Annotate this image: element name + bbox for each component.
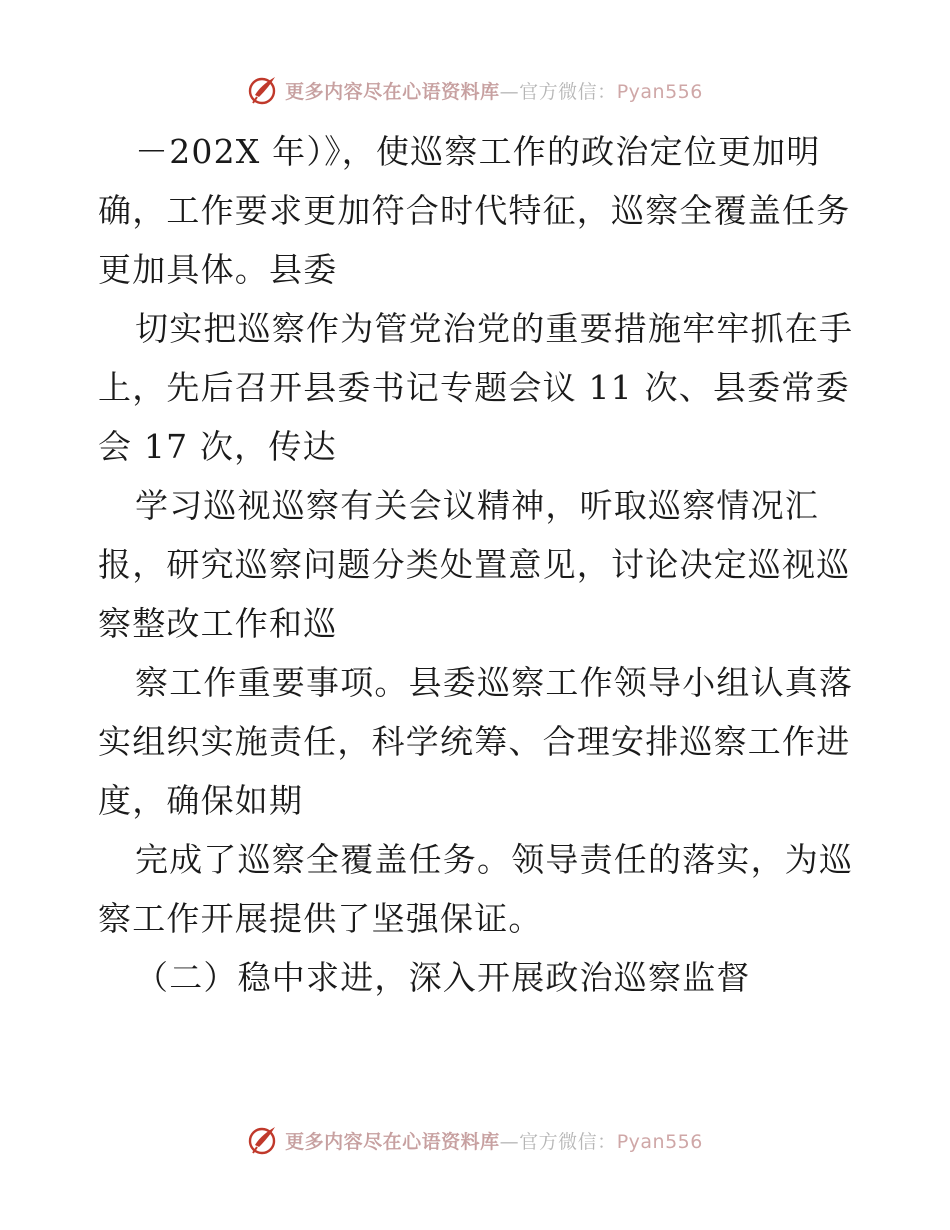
body-line: 会 17 次，传达 [98,427,337,466]
section-heading: （二）稳中求进，深入开展政治巡察监督 [135,958,751,997]
body-line: －202X 年）》，使巡察工作的政治定位更加明 [135,132,821,171]
body-line: 完成了巡察全覆盖任务。领导责任的落实，为巡 [135,840,854,879]
header-brand: 更多内容尽在心语资料库 [285,80,500,103]
body-line: 察工作开展提供了坚强保证。 [98,899,543,938]
footer-wechat-id: Pyan556 [616,1130,703,1153]
body-line: 度，确保如期 [98,781,304,820]
body-line: 学习巡视巡察有关会议精神，听取巡察情况汇 [135,486,819,525]
footer-separator: — [499,1130,520,1153]
header-text [285,77,703,104]
body-line: 切实把巡察作为管党治党的重要措施牢牢抓在手 [135,309,854,348]
body-line: 更加具体。县委 [98,250,338,289]
body-line: 上，先后召开县委书记专题会议 11 次、县委常委 [98,368,850,407]
body-line: 报，研究巡察问题分类处置意见，讨论决定巡视巡 [98,545,851,584]
header-watermark [0,70,950,110]
footer-label: 官方微信： [519,1130,617,1153]
footer-text [285,1127,703,1154]
body-line: 察整改工作和巡 [98,604,338,643]
body-line: 实组织实施责任，科学统筹、合理安排巡察工作进 [98,722,851,761]
quill-logo-icon [247,1123,281,1157]
footer-brand: 更多内容尽在心语资料库 [285,1130,500,1153]
header-wechat-id: Pyan556 [616,80,703,103]
header-separator: — [499,80,520,103]
header-label: 官方微信： [519,80,617,103]
document-body [98,122,858,1007]
body-line: 察工作重要事项。县委巡察工作领导小组认真落 [135,663,854,702]
body-line: 确，工作要求更加符合时代特征，巡察全覆盖任务 [98,191,851,230]
footer-watermark [0,1120,950,1160]
quill-logo-icon [247,73,281,107]
